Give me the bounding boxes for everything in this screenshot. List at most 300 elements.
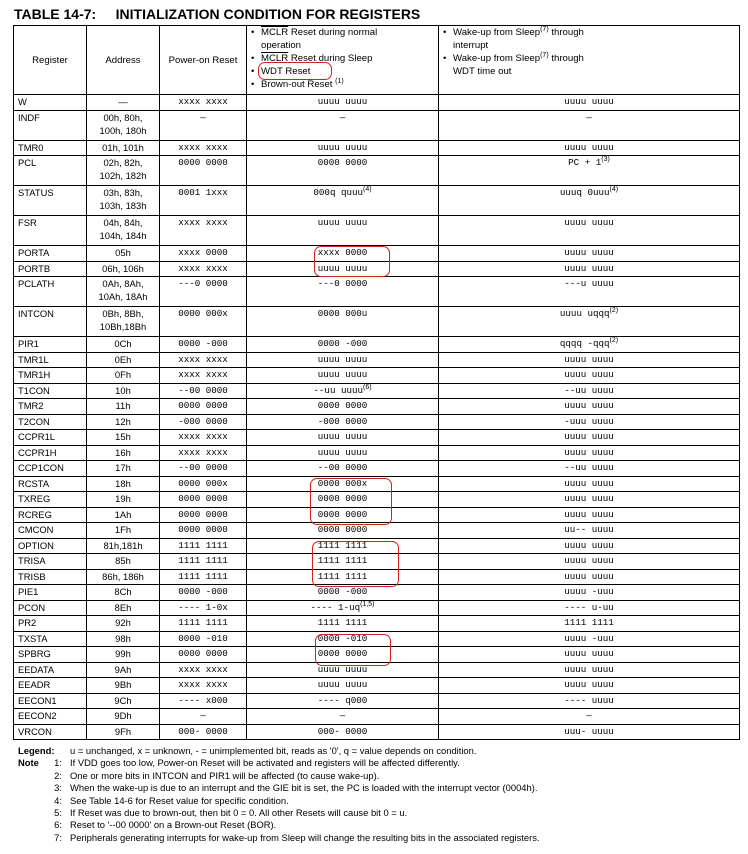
register-name-text: CCPR1L (18, 431, 55, 442)
mclr-reset-value (247, 140, 439, 156)
address-line: 9Fh (114, 725, 132, 737)
register-name (14, 678, 87, 694)
register-name (14, 337, 87, 353)
mclr-reset-value (247, 538, 439, 554)
power-on-reset-value-text: 0000 000x (178, 477, 228, 489)
power-on-reset-value (160, 430, 247, 446)
register-name-text: SPBRG (18, 648, 51, 659)
wake-up-value-text: uuuu uuuu (564, 679, 614, 690)
power-on-reset-value-text: -000 0000 (178, 415, 228, 427)
wake-up-value (439, 523, 740, 539)
address-line: 1Fh (114, 524, 132, 535)
register-name (14, 352, 87, 368)
wake-up-value (439, 724, 740, 740)
table-row (14, 445, 740, 461)
mclr-reset-value-text: uuuu uuuu (317, 96, 368, 107)
power-on-reset-value (160, 352, 247, 368)
register-name-text: TMR0 (18, 141, 44, 153)
register-name-text: TMR2 (18, 400, 44, 411)
register-name (14, 600, 87, 616)
register-name-text: EEADR (18, 679, 51, 690)
wake-up-value-text: uuuu -uuu (564, 632, 614, 644)
address-line: 8Ch (114, 586, 132, 597)
power-on-reset-value (160, 662, 247, 678)
table-row (14, 476, 740, 492)
register-name (14, 662, 87, 678)
mclr-reset-value-note-ref: (4) (363, 185, 372, 193)
wake-up-value-text: uuuu uuuu (564, 648, 614, 659)
wake-up-value (439, 569, 740, 585)
wake-up-value-text: uuuu uuuu (564, 400, 614, 411)
mclr-reset-value (247, 523, 439, 539)
wake-up-value (439, 246, 740, 262)
power-on-reset-value (160, 616, 247, 632)
power-on-reset-value-text: xxxx xxxx (178, 679, 228, 690)
register-name (14, 307, 87, 337)
register-name-text: EECON2 (18, 710, 57, 721)
register-name-text: TMR1L (18, 353, 49, 365)
register-name (14, 368, 87, 384)
wake-up-value (439, 461, 740, 477)
note-text: If Reset was due to brown-out, then bit 0 = 0. All other Resets will cause bit 0 = u. (70, 806, 408, 818)
register-name-text: TXREG (18, 493, 51, 504)
power-on-reset-value (160, 709, 247, 725)
power-on-reset-value-text: 1111 1111 (178, 617, 228, 628)
register-name (14, 399, 87, 415)
register-address (87, 662, 160, 678)
address-line: 18h (115, 477, 131, 489)
legend-label: Legend: (18, 745, 55, 756)
power-on-reset-value-text: xxxx xxxx (178, 446, 228, 458)
mclr-reset-value-text: — (339, 111, 346, 123)
wake-up-value-text: -uuu uuuu (564, 415, 614, 427)
wake-up-value-text: PC + 1 (568, 157, 602, 168)
mclr-reset-value (247, 383, 439, 399)
wake-up-value-note-ref: (3) (601, 155, 610, 163)
mclr-reset-value-text: uuuu uuuu (317, 369, 368, 380)
power-on-reset-value (160, 585, 247, 601)
table-row (14, 307, 740, 337)
wake-up-value (439, 600, 740, 616)
register-address (87, 337, 160, 353)
wake-up-value-text: uu-- uuuu (564, 524, 614, 535)
register-name-text: CMCON (18, 524, 54, 535)
address-line: 06h, 106h (102, 262, 144, 274)
register-name-text: INDF (18, 111, 40, 123)
address-line: 102h, 182h (99, 170, 147, 181)
power-on-reset-value-text: 1111 1111 (178, 555, 228, 566)
mclr-reset-value-text: 000- 0000 (317, 725, 368, 737)
register-address (87, 476, 160, 492)
mclr-reset-value-text: uuuu uuuu (317, 217, 368, 228)
table-row (14, 724, 740, 740)
mclr-reset-value (247, 476, 439, 492)
wake-up-value (439, 616, 740, 632)
wake-up-value (439, 399, 740, 415)
address-line: 16h (115, 446, 131, 458)
table-row (14, 461, 740, 477)
note-number: 3: (54, 782, 62, 794)
header-address: Address (87, 26, 160, 95)
wake-up-value-text: — (586, 710, 592, 721)
mclr-reset-value-note-ref: (1,5) (360, 600, 375, 608)
register-name-text: RCREG (18, 508, 52, 520)
register-address (87, 95, 160, 111)
header-line: • MCLR Reset during normal (251, 27, 378, 38)
wake-up-value (439, 554, 740, 570)
wake-up-value (439, 186, 740, 216)
wake-up-value (439, 414, 740, 430)
table-row (14, 414, 740, 430)
mclr-reset-value (247, 277, 439, 307)
power-on-reset-value (160, 461, 247, 477)
register-name-text: TRISB (18, 570, 46, 582)
address-line: 92h (115, 617, 131, 628)
wake-up-value-text: uuuu uuuu (564, 570, 614, 582)
mclr-reset-value (247, 569, 439, 585)
register-name (14, 585, 87, 601)
power-on-reset-value-text: xxxx xxxx (178, 431, 228, 442)
wake-up-value (439, 383, 740, 399)
note-row (18, 819, 738, 831)
note-row (18, 770, 738, 782)
header-row (14, 26, 740, 95)
table-row (14, 430, 740, 446)
mclr-reset-value-text: -000 0000 (317, 415, 368, 427)
register-name-text: PCL (18, 157, 37, 168)
address-line: 0Eh (114, 353, 132, 365)
mclr-reset-value (247, 110, 439, 140)
register-name-text: T2CON (18, 415, 50, 427)
register-name (14, 507, 87, 523)
register-name-text: CCP1CON (18, 462, 64, 473)
wake-up-value-text: uuuu uqqq (559, 308, 610, 319)
power-on-reset-value (160, 631, 247, 647)
wake-up-value-text: uuuu uuuu (564, 431, 614, 442)
register-name-text: FSR (18, 217, 37, 228)
power-on-reset-value (160, 445, 247, 461)
register-name (14, 616, 87, 632)
wake-up-value (439, 507, 740, 523)
note-text: When the wake-up is due to an interrupt and the GIE bit is set, the PC is loaded with the interrupt vector (0004h). (70, 782, 538, 794)
wake-up-value-text: uuuu uuuu (564, 247, 614, 258)
power-on-reset-value (160, 186, 247, 216)
register-address (87, 156, 160, 186)
address-line: 9Bh (114, 679, 132, 690)
power-on-reset-value (160, 538, 247, 554)
table-row (14, 246, 740, 262)
address-line: 104h, 184h (99, 230, 147, 241)
mclr-reset-value-text: uuuu uuuu (317, 663, 368, 675)
wake-up-value-text: uuuu uuuu (564, 477, 614, 489)
mclr-reset-value-text: 1111 1111 (317, 617, 368, 628)
power-on-reset-value-text: 000- 0000 (178, 725, 228, 737)
register-name (14, 554, 87, 570)
address-line: 86h, 186h (102, 570, 144, 582)
register-name-text: W (18, 96, 27, 107)
mclr-reset-value (247, 662, 439, 678)
address-line: — (118, 96, 128, 107)
power-on-reset-value (160, 647, 247, 663)
address-line: 9Ah (114, 663, 132, 675)
power-on-reset-value (160, 337, 247, 353)
table-row (14, 569, 740, 585)
table-row (14, 709, 740, 725)
mclr-reset-value-text: ---- q000 (317, 694, 368, 706)
power-on-reset-value-text: xxxx xxxx (178, 141, 228, 153)
power-on-reset-value (160, 600, 247, 616)
register-address (87, 352, 160, 368)
register-name-text: TRISA (18, 555, 46, 566)
power-on-reset-value-text: xxxx xxxx (178, 217, 228, 228)
mclr-reset-value (247, 216, 439, 246)
legend-row (18, 745, 738, 757)
table-row (14, 538, 740, 554)
table-row (14, 554, 740, 570)
mclr-reset-value (247, 709, 439, 725)
note-text: Peripherals generating interrupts for wake-up from Sleep will change the resulting bits in the associated registers. (70, 831, 540, 843)
register-name (14, 186, 87, 216)
register-address (87, 585, 160, 601)
note-row (18, 795, 738, 807)
wake-up-value-text: qqqq -qqq (559, 338, 610, 349)
register-name (14, 277, 87, 307)
wake-up-value (439, 216, 740, 246)
address-line: 0Fh (114, 369, 132, 380)
register-name-text: PCLATH (18, 278, 55, 289)
note-number: 4: (54, 794, 62, 806)
register-address (87, 554, 160, 570)
mclr-reset-value-text: 0000 0000 (317, 648, 368, 659)
wake-up-value-text: --uu uuuu (564, 462, 614, 473)
note-number: 6: (54, 819, 62, 831)
power-on-reset-value (160, 368, 247, 384)
register-address (87, 399, 160, 415)
wake-up-value (439, 307, 740, 337)
register-name (14, 461, 87, 477)
power-on-reset-value-text: xxxx xxxx (178, 663, 228, 675)
wake-up-value-text: uuuu -uuu (564, 586, 614, 597)
power-on-reset-value-text: 0000 0000 (178, 493, 228, 504)
wake-up-value-note-ref: (4) (609, 185, 619, 193)
register-name-text: STATUS (18, 187, 54, 198)
register-name (14, 261, 87, 277)
register-address (87, 538, 160, 554)
mclr-reset-value-text: 1111 1111 (317, 570, 368, 582)
power-on-reset-value-text: --00 0000 (178, 462, 228, 473)
wake-up-value-text: uuuu uuuu (564, 217, 614, 228)
wake-up-value-text: uuuu uuuu (564, 353, 614, 365)
mclr-reset-value-text: ---- 1-uq (310, 601, 361, 613)
wake-up-value (439, 95, 740, 111)
power-on-reset-value-text: 0000 -000 (178, 338, 228, 349)
table-row (14, 156, 740, 186)
register-name-text: EECON1 (18, 694, 57, 706)
wake-up-value (439, 368, 740, 384)
header-line: WDT time out (453, 66, 512, 77)
mclr-reset-value (247, 724, 439, 740)
register-name (14, 383, 87, 399)
register-address (87, 186, 160, 216)
legend-text: u = unchanged, x = unknown, - = unimplemented bit, reads as '0', q = value depends on condition. (70, 745, 477, 756)
address-line: 85h (115, 555, 131, 566)
power-on-reset-value (160, 678, 247, 694)
register-name (14, 492, 87, 508)
power-on-reset-value-text: 1111 1111 (178, 539, 228, 551)
power-on-reset-value (160, 523, 247, 539)
mclr-reset-value (247, 585, 439, 601)
mclr-reset-value (247, 352, 439, 368)
power-on-reset-value-text: xxxx xxxx (178, 262, 228, 274)
mclr-reset-value (247, 693, 439, 709)
mclr-reset-value (247, 156, 439, 186)
address-line: 1Ah (114, 508, 132, 520)
mclr-reset-value (247, 445, 439, 461)
wake-up-value (439, 662, 740, 678)
table-row (14, 186, 740, 216)
mclr-reset-value-text: 0000 0000 (317, 493, 368, 504)
power-on-reset-value-text: ---- 1-0x (178, 601, 228, 613)
header-line: • Wake-up from Sleep$^{(7)}$ through (443, 51, 584, 64)
register-name-text: VRCON (18, 725, 52, 737)
table-row (14, 368, 740, 384)
register-address (87, 261, 160, 277)
register-name (14, 430, 87, 446)
mclr-reset-value-text: 0000 0000 (317, 524, 368, 535)
power-on-reset-value-text: — (200, 710, 206, 721)
note-text: One or more bits in INTCON and PIR1 will be affected (to cause wake-up). (70, 769, 380, 781)
register-address (87, 507, 160, 523)
wake-up-value-text: --uu uuuu (564, 384, 614, 396)
power-on-reset-value-text: — (200, 111, 206, 123)
mclr-reset-value-note-ref: (6) (363, 383, 372, 391)
table-row (14, 616, 740, 632)
mclr-reset-value (247, 554, 439, 570)
power-on-reset-value-text: 1111 1111 (178, 570, 228, 582)
power-on-reset-value-text: 0000 000x (178, 308, 228, 319)
header-mclr-reset (247, 26, 439, 95)
mclr-reset-value-text: 0000 0000 (317, 157, 368, 168)
wake-up-value (439, 110, 740, 140)
register-name-text: TMR1H (18, 369, 51, 380)
power-on-reset-value (160, 110, 247, 140)
wake-up-value-text: uuuu uuuu (564, 493, 614, 504)
power-on-reset-value-text: 0001 1xxx (178, 187, 228, 198)
mclr-reset-value-text: 0000 0000 (317, 400, 368, 411)
register-address (87, 414, 160, 430)
table-row (14, 216, 740, 246)
address-line: 19h (115, 493, 131, 504)
register-name-text: PORTB (18, 262, 51, 274)
register-name-text: RCSTA (18, 477, 50, 489)
note-number: 2: (54, 769, 62, 781)
mclr-reset-value (247, 307, 439, 337)
table-title: TABLE 14-7: INITIALIZATION CONDITION FOR REGISTERS (14, 6, 421, 22)
register-name (14, 693, 87, 709)
power-on-reset-value-text: xxxx xxxx (178, 96, 228, 107)
register-name-text: EEDATA (18, 663, 55, 675)
mclr-reset-value-text: 0000 -010 (317, 632, 368, 644)
register-name-text: PR2 (18, 617, 37, 628)
mclr-reset-value (247, 616, 439, 632)
mclr-reset-value-text: 1111 1111 (317, 539, 368, 551)
table-row (14, 492, 740, 508)
mclr-reset-value-text: ---0 0000 (317, 278, 368, 289)
mclr-reset-value (247, 631, 439, 647)
register-address (87, 523, 160, 539)
register-name (14, 476, 87, 492)
wake-up-value-text: ---u uuuu (564, 278, 614, 289)
power-on-reset-value-text: ---- x000 (178, 694, 228, 706)
mclr-reset-value-text: 1111 1111 (317, 555, 368, 566)
mclr-reset-value-text: xxxx 0000 (317, 247, 368, 258)
power-on-reset-value (160, 261, 247, 277)
register-name (14, 414, 87, 430)
power-on-reset-value-text: 0000 0000 (178, 157, 228, 168)
wake-up-value-text: uuu- uuuu (564, 725, 614, 737)
mclr-reset-value (247, 368, 439, 384)
address-line: 17h (115, 462, 131, 473)
mclr-reset-value-text: --00 0000 (317, 462, 368, 473)
header-wake-up (439, 26, 740, 95)
register-name (14, 156, 87, 186)
power-on-reset-value (160, 724, 247, 740)
note-text: If VDD goes too low, Power-on Reset will be activated and registers will be affected differently. (70, 757, 460, 769)
register-address (87, 678, 160, 694)
wake-up-value (439, 492, 740, 508)
table-row (14, 585, 740, 601)
mclr-reset-value (247, 246, 439, 262)
note-row (18, 807, 738, 819)
register-name (14, 445, 87, 461)
mclr-reset-value-text: uuuu uuuu (317, 353, 368, 365)
mclr-reset-value-text: uuuu uuuu (317, 446, 368, 458)
note-row (18, 782, 738, 794)
header-power-on-reset: Power-on Reset (160, 26, 247, 95)
wake-up-value (439, 156, 740, 186)
register-address (87, 693, 160, 709)
wake-up-value-text: uuuu uuuu (564, 446, 614, 458)
note-row (18, 757, 738, 769)
address-line: 0Ah, 8Ah, (102, 278, 144, 289)
address-line: 10h (115, 384, 131, 396)
register-name (14, 538, 87, 554)
wake-up-value-text: — (586, 111, 592, 123)
power-on-reset-value (160, 383, 247, 399)
address-line: 9Ch (114, 694, 132, 706)
register-name-text: T1CON (18, 384, 50, 396)
register-name (14, 140, 87, 156)
register-address (87, 140, 160, 156)
wake-up-value (439, 709, 740, 725)
register-name-text: PIE1 (18, 586, 39, 597)
power-on-reset-value (160, 414, 247, 430)
wake-up-value (439, 337, 740, 353)
power-on-reset-value-text: xxxx xxxx (178, 353, 228, 365)
register-name-text: CCPR1H (18, 446, 57, 458)
mclr-reset-value (247, 461, 439, 477)
wake-up-value-text: uuuq 0uuu (559, 187, 610, 198)
mclr-reset-value (247, 678, 439, 694)
register-name (14, 110, 87, 140)
table-row (14, 352, 740, 368)
header-line: • Wake-up from Sleep$^{(7)}$ through (443, 25, 584, 38)
mclr-reset-value (247, 647, 439, 663)
wake-up-value (439, 430, 740, 446)
wake-up-value (439, 585, 740, 601)
power-on-reset-value (160, 307, 247, 337)
register-name (14, 246, 87, 262)
